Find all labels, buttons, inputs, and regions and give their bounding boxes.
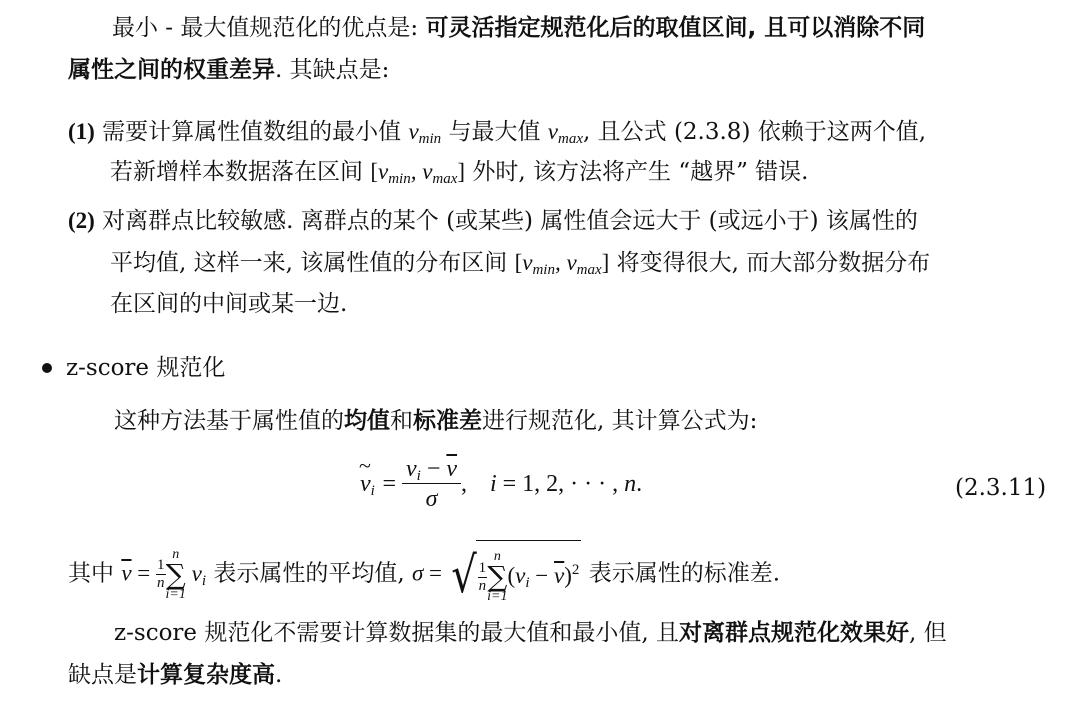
math: σ xyxy=(411,560,424,586)
math: $v_{min}$ xyxy=(408,119,442,147)
text-line: 其中 $\overline{v}$ = $\frac{1}{n}$ n ∑ i=1 $v_i$ 表示属性的平均值, σ = √ $\frac{1}{n}$ n ∑ i=1 $(v_i - \overline{v})^2$ 表示属性的标准差. xyxy=(68,540,780,609)
bold-text: 对离群点规范化效果好 xyxy=(678,620,909,646)
text-line xyxy=(110,248,930,278)
text: 平均值, 这样一来, 该属性值的分布区间 xyxy=(110,250,508,276)
text: 需要计算属性值数组的最小值 xyxy=(102,119,402,145)
text-line xyxy=(68,55,389,85)
item-label: (1) xyxy=(68,119,95,144)
text: 若新增样本数据落在区间 xyxy=(110,159,363,185)
bullet-text: z-score 规范化 xyxy=(66,355,226,381)
text: 表示属性的标准差. xyxy=(588,560,781,587)
text: 最小 - 最大值规范化的优点是: xyxy=(112,15,426,41)
math: [$v_{min}$, $v_{max}$] xyxy=(514,250,610,278)
text: . xyxy=(275,662,283,688)
text: 对离群点比较敏感. 离群点的某个 (或某些) 属性值会远大于 (或远小于) 该属性的 xyxy=(102,208,918,234)
list-item xyxy=(68,206,918,236)
text: 与最大值 xyxy=(448,119,541,145)
bold-text: 属性之间的权重差异 xyxy=(68,57,275,83)
bold-text: 均值 xyxy=(344,408,390,434)
text: 其中 xyxy=(68,560,114,587)
text-line xyxy=(114,406,757,436)
text: z-score 规范化不需要计算数据集的最大值和最小值, 且 xyxy=(114,620,679,646)
text: 进行规范化, 其计算公式为: xyxy=(482,408,758,434)
bold-text: 可灵活指定规范化后的取值区间, 且可以消除不同 xyxy=(425,15,926,41)
math: $v_{max}$ xyxy=(547,119,584,147)
item-label: (2) xyxy=(68,208,95,233)
text: 这种方法基于属性值的 xyxy=(114,408,344,434)
bullet-icon xyxy=(42,363,52,373)
list-item xyxy=(68,117,926,147)
text-line xyxy=(110,157,808,187)
text-line xyxy=(68,660,282,690)
text-line xyxy=(110,289,347,319)
math: $\overline{v}$ xyxy=(121,560,132,586)
text: , 且公式 (2.3.8) 依赖于这两个值, xyxy=(583,119,927,145)
text-line xyxy=(112,13,925,43)
text: 表示属性的平均值, xyxy=(213,560,405,587)
text: 缺点是 xyxy=(68,662,137,688)
bold-text: 计算复杂度高 xyxy=(137,662,275,688)
math: [$v_{min}$, $v_{max}$] xyxy=(370,159,466,187)
text: 将变得很大, 而大部分数据分布 xyxy=(616,250,931,276)
text: , 但 xyxy=(908,620,947,646)
equation-number: (2.3.11) xyxy=(955,475,1047,501)
bold-text: 标准差 xyxy=(413,408,482,434)
text: 在区间的中间或某一边. xyxy=(110,291,348,317)
text-line xyxy=(114,618,947,648)
text: 外时, 该方法将产生 “越界” 错误. xyxy=(472,159,809,185)
text: . 其缺点是: xyxy=(275,57,390,83)
text: 和 xyxy=(390,408,413,434)
equation: ~ $v_i$ = $\frac{v_i - \overline{v}}{\sigma}$ , i = 1, 2, · · · , n. xyxy=(360,455,642,514)
